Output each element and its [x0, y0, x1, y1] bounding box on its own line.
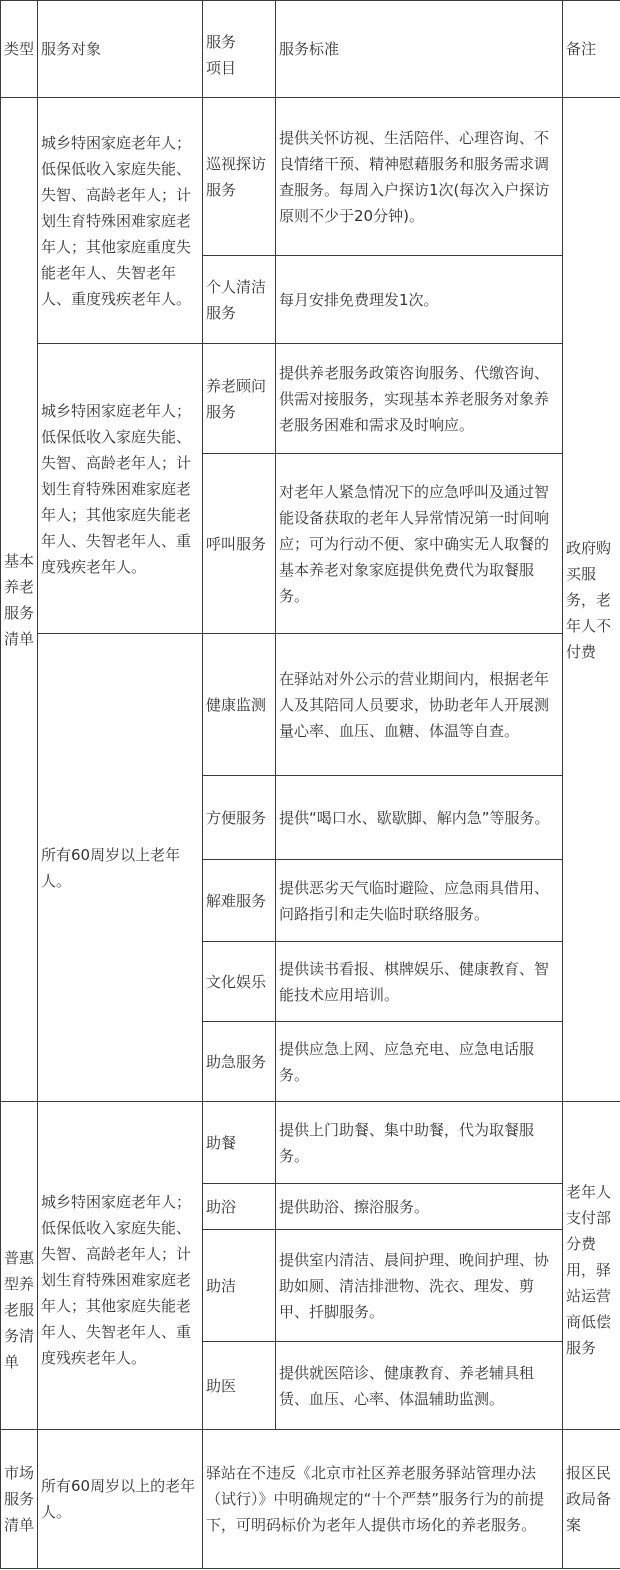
header-row: [1, 1, 620, 98]
note-market: 报区民政局备案: [563, 1430, 620, 1569]
header-project: [203, 1, 276, 98]
table-row: [1, 634, 620, 776]
target-special-group: 城乡特困家庭老年人；低保低收入家庭失能、失智、高龄老年人；计划生育特殊困难家庭老年人；其他家庭重度失能老年人、失智老年人、重度残疾老年人。: [38, 98, 203, 344]
header-project-label: 服务 项目: [206, 33, 237, 77]
standard-cell: 每月安排免费理发1次。: [276, 256, 563, 344]
project-cell: 文化娱乐: [203, 942, 276, 1022]
target-all-60: 所有60周岁以上老年人。: [38, 634, 203, 1102]
standard-cell: 提供就医陪诊、健康教育、养老辅具租赁、血压、心率、体温辅助监测。: [276, 1342, 563, 1430]
type-basic: 基本养老服务清单: [1, 98, 38, 1102]
project-cell: 助洁: [203, 1230, 276, 1342]
market-standard-cell: 驿站在不违反《北京市社区养老服务驿站管理办法（试行）》中明确规定的“十个严禁”服务行为的前提下，可明码标价为老年人提供市场化的养老服务。: [203, 1430, 563, 1569]
target-special-group-2: 城乡特困家庭老年人；低保低收入家庭失能、失智、高龄老年人；计划生育特殊困难家庭老年人；其他家庭失能老年人、失智老年人、重度残疾老年人。: [38, 344, 203, 634]
standard-cell: 提供上门助餐、集中助餐，代为取餐服务。: [276, 1102, 563, 1184]
standard-cell: 对老年人紧急情况下的应急呼叫及通过智能设备获取的老年人异常情况第一时间响应；可为行动不便、家中确实无人取餐的基本养老对象家庭提供免费代为取餐服务。: [276, 454, 563, 634]
standard-cell: 提供恶劣天气临时避险、应急雨具借用、问路指引和走失临时联络服务。: [276, 860, 563, 942]
target-all-60-market: 所有60周岁以上的老年人。: [38, 1430, 203, 1569]
header-target: 服务对象: [38, 1, 203, 98]
header-note: 备注: [563, 1, 620, 98]
type-market: 市场服务清单: [1, 1430, 38, 1569]
type-puhui: 普惠型养老服务清单: [1, 1102, 38, 1430]
note-basic: 政府购买服务，老年人不付费: [563, 98, 620, 1102]
header-type: 类型: [1, 1, 38, 98]
standard-cell: 提供室内清洁、晨间护理、晚间护理、协助如厕、清洁排泄物、洗衣、理发、剪甲、扦脚服务。: [276, 1230, 563, 1342]
project-cell: 方便服务: [203, 776, 276, 860]
target-special-group-3: 城乡特困家庭老年人；低保低收入家庭失能、失智、高龄老年人；计划生育特殊困难家庭老年人；其他家庭失能老年人、失智老年人、重度残疾老年人。: [38, 1102, 203, 1430]
project-cell: 助急服务: [203, 1022, 276, 1102]
note-puhui: 老年人支付部分费用，驿站运营商低偿服务: [563, 1102, 620, 1430]
standard-cell: 提供助浴、擦浴服务。: [276, 1184, 563, 1230]
project-cell: 助医: [203, 1342, 276, 1430]
header-standard: 服务标准: [276, 1, 563, 98]
project-cell: 健康监测: [203, 634, 276, 776]
project-cell: 助浴: [203, 1184, 276, 1230]
table-row: [1, 344, 620, 454]
project-cell: 助餐: [203, 1102, 276, 1184]
project-cell: 养老顾问服务: [203, 344, 276, 454]
standard-cell: 提供养老服务政策咨询服务、代缴咨询、供需对接服务，实现基本养老服务对象养老服务困难和需求及时响应。: [276, 344, 563, 454]
market-row: [1, 1430, 620, 1569]
project-cell: 解难服务: [203, 860, 276, 942]
table-row: [1, 98, 620, 256]
project-cell: 巡视探访服务: [203, 98, 276, 256]
standard-cell: 提供关怀访视、生活陪伴、心理咨询、不良情绪干预、精神慰藉服务和服务需求调查服务。每周入户探访1次(每次入户探访原则不少于20分钟)。: [276, 98, 563, 256]
standard-cell: 提供“喝口水、歇歇脚、解内急”等服务。: [276, 776, 563, 860]
standard-cell: 提供读书看报、棋牌娱乐、健康教育、智能技术应用培训。: [276, 942, 563, 1022]
standard-cell: 在驿站对外公示的营业期间内，根据老年人及其陪同人员要求，协助老年人开展测量心率、血压、血糖、体温等自查。: [276, 634, 563, 776]
project-cell: 呼叫服务: [203, 454, 276, 634]
table-row: [1, 1102, 620, 1184]
standard-cell: 提供应急上网、应急充电、应急电话服务。: [276, 1022, 563, 1102]
project-cell: 个人清洁服务: [203, 256, 276, 344]
